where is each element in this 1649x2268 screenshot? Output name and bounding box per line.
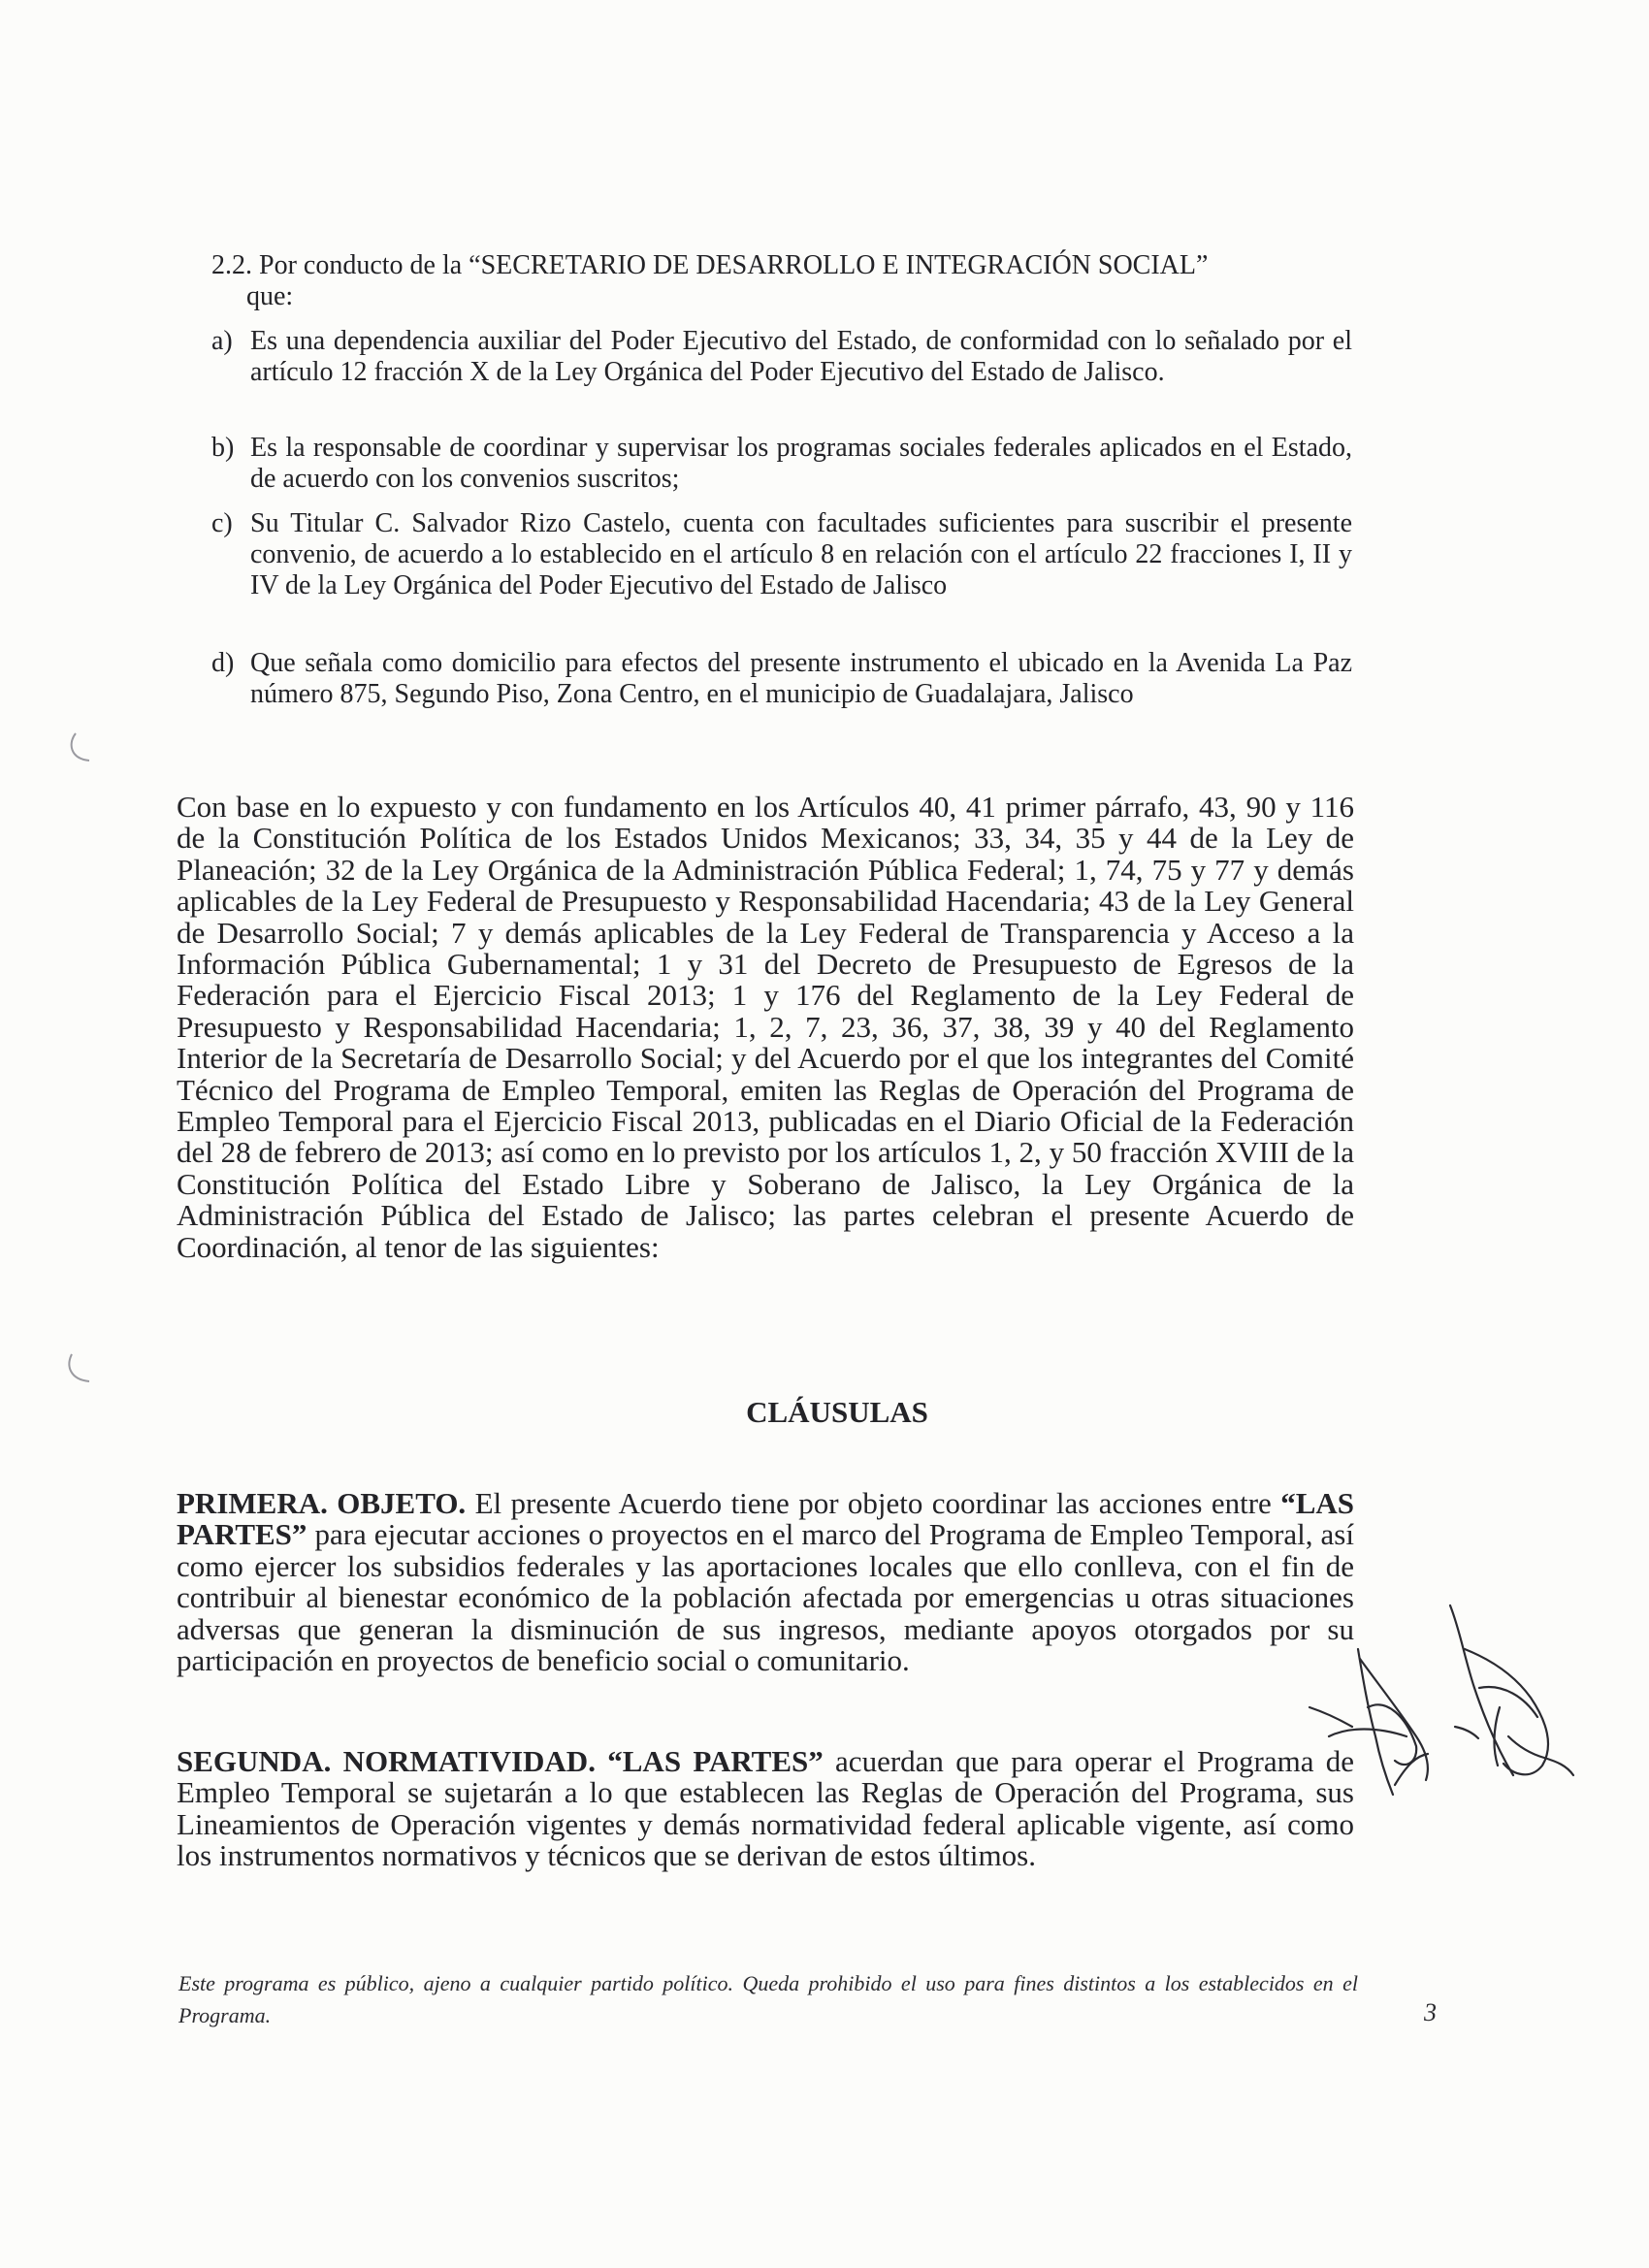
clause-text: El presente Acuerdo tiene por objeto coordinar las acciones entre: [466, 1486, 1281, 1520]
list-item-text: Es una dependencia auxiliar del Poder Ejecutivo del Estado, de conformidad con lo señalado por el artículo 12 fracción X de la Ley Orgánica del Poder Ejecutivo del Estado de Jalisco.: [250, 326, 1352, 387]
section-heading: [211, 250, 1356, 312]
clause-text: acuerdan que para operar el Programa de Empleo Temporal se sujetarán a lo que establecen las Reglas de Operación del Programa, sus Lineamientos de Operación vigentes y demás normatividad federal aplicable vigente, así como los instrumentos normativos y técnicos que se derivan de estos últimos.: [177, 1744, 1355, 1873]
clause-primera: [177, 1488, 1354, 1676]
clause-bold-term: “LAS PARTES”: [177, 1486, 1355, 1552]
scan-mark-icon: [60, 1350, 99, 1389]
list-item: [211, 433, 1352, 495]
list-item-marker: d): [211, 648, 235, 678]
scan-mark-icon: [62, 729, 101, 768]
clause-segunda: [177, 1746, 1354, 1872]
list-item-text: Que señala como domicilio para efectos del presente instrumento el ubicado en la Avenida La Paz número 875, Segundo Piso, Zona Centro, en el municipio de Guadalajara, Jalisco: [250, 648, 1352, 709]
clause-text: para ejecutar acciones o proyectos en el marco del Programa de Empleo Temporal, así como ejercer los subsidios federales y las aportaciones locales que ello conlleva, con el fin de contribuir al bienestar económico de la población afectada por emergencias u otras situaciones adversas que generan la disminución de sus ingresos, mediante apoyos otorgados por su participación en proyectos de beneficio social o comunitario.: [177, 1517, 1354, 1678]
list-item-text: Es la responsable de coordinar y supervisar los programas sociales federales aplicados en el Estado, de acuerdo con los convenios suscritos;: [250, 433, 1352, 494]
list-item: [211, 648, 1352, 710]
section-heading-continuation: que:: [246, 281, 294, 311]
list-item-marker: c): [211, 508, 233, 538]
clause-title: PRIMERA. OBJETO.: [177, 1486, 467, 1520]
clauses-heading-text: CLÁUSULAS: [746, 1395, 928, 1429]
handwritten-signature-icon: [1271, 1591, 1591, 1824]
footer-disclaimer: Este programa es público, ajeno a cualquier partido político. Queda prohibido el uso para fines distintos a los establecidos en el Programa.: [178, 1971, 1358, 2027]
clause-text: [596, 1744, 607, 1778]
list-item: [211, 326, 1352, 388]
list-item-text: Su Titular C. Salvador Rizo Castelo, cuenta con facultades suficientes para suscribir el presente convenio, de acuerdo a lo establecido en el artículo 8 en relación con el artículo 22 fracciones I, II y IV de la Ley Orgánica del Poder Ejecutivo del Estado de Jalisco: [250, 508, 1352, 600]
clauses-heading: [0, 1395, 1649, 1430]
clause-bold-term: “LAS PARTES”: [607, 1744, 824, 1778]
list-item-marker: b): [211, 433, 235, 463]
page-number: 3: [1424, 1998, 1437, 2026]
legal-basis-paragraph: Con base en lo expuesto y con fundamento en los Artículos 40, 41 primer párrafo, 43, 90 y 116 de la Constitución Política de los Estados Unidos Mexicanos; 33, 34, 35 y 44 de la Ley de Planeación; 32 de la Ley Orgánica de la Administración Pública Federal; 1, 74, 75 y 77 y demás aplicables de la Ley Federal de Presupuesto y Responsabilidad Hacendaria; 43 de la Ley General de Desarrollo Social; 7 y demás aplicables de la Ley Federal de Transparencia y Acceso a la Información Pública Gubernamental; 1 y 31 del Decreto de Presupuesto de Egresos de la Federación para el Ejercicio Fiscal 2013; 1 y 176 del Reglamento de la Ley Federal de Presupuesto y Responsabilidad Hacendaria; 1, 2, 7, 23, 36, 37, 38, 39 y 40 del Reglamento Interior de la Secretaría de Desarrollo Social; y del Acuerdo por el que los integrantes del Comité Técnico del Programa de Empleo Temporal, emiten las Reglas de Operación del Programa de Empleo Temporal para el Ejercicio Fiscal 2013, publicadas en el Diario Oficial de la Federación del 28 de febrero de 2013; así como en lo previsto por los artículos 1, 2, y 50 fracción XVIII de la Constitución Política del Estado Libre y Soberano de Jalisco, la Ley Orgánica de la Administración Pública del Estado de Jalisco; las partes celebran el presente Acuerdo de Coordinación, al tenor de las siguientes:: [177, 790, 1354, 1264]
list-item-marker: a): [211, 326, 233, 356]
clause-title: SEGUNDA. NORMATIVIDAD.: [177, 1744, 596, 1778]
list-item: [211, 508, 1352, 601]
section-heading-text: 2.2. Por conducto de la “SECRETARIO DE DESARROLLO E INTEGRACIÓN SOCIAL”: [211, 250, 1209, 280]
